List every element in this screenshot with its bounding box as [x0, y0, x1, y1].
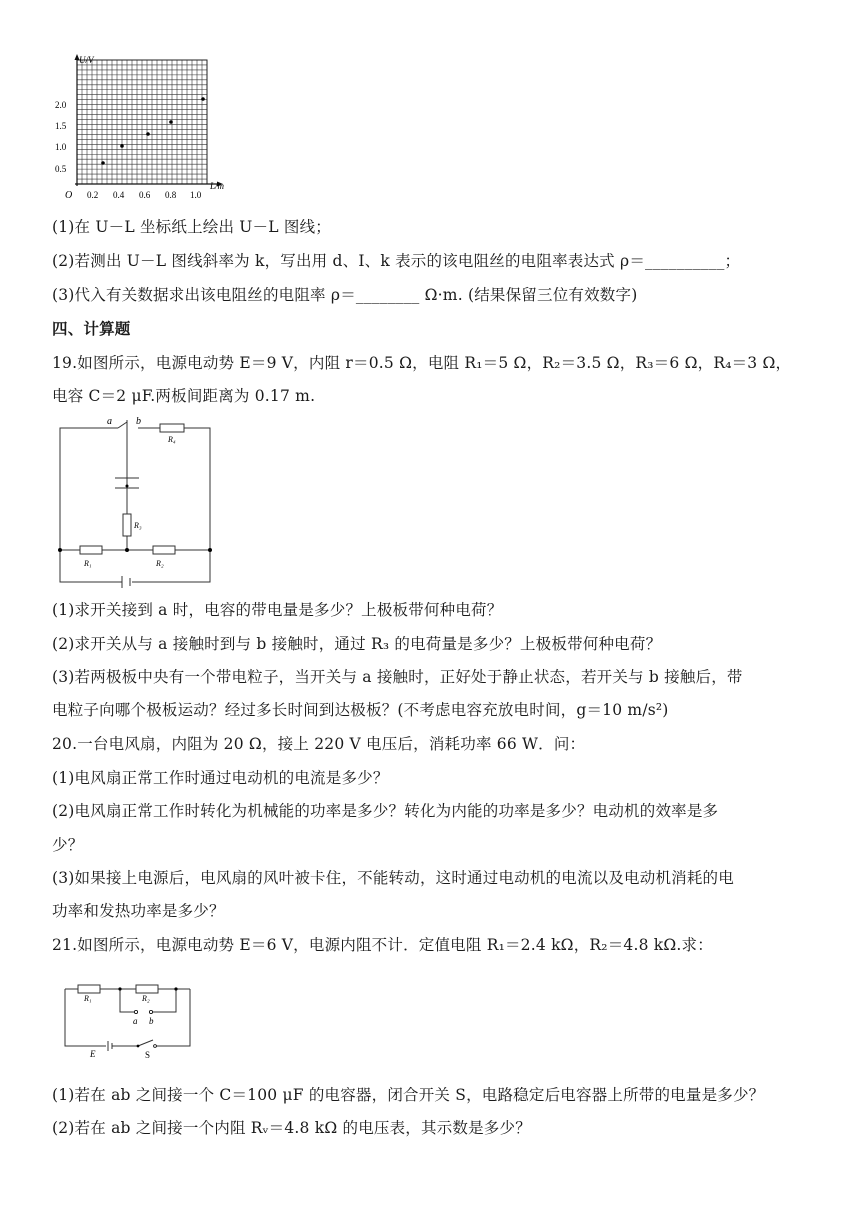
r1-label: R₁: [84, 559, 92, 568]
question-21-stem: 21.如图所示，电源电动势 E＝6 V，电源内阻不计．定值电阻 R₁＝2.4 kΩ，R₂＝4.8 kΩ.求：: [52, 936, 713, 954]
question-20-part-3-cont: 功率和发热功率是多少？: [52, 902, 225, 920]
question-21-part-1: (1)若在 ab 之间接一个 C＝100 μF 的电容器，闭合开关 S，电路稳定后电容器上所带的电量是多少？: [52, 1086, 765, 1104]
question-19-part-3-cont: 电粒子向哪个极板运动？经过多长时间到达极板？(不考虑电容充放电时间，g＝10 m/s²): [52, 701, 669, 719]
question-20-part-2: (2)电风扇正常工作时转化为机械能的功率是多少？转化为内能的功率是多少？电动机的效率是多: [52, 802, 719, 820]
r1-label: R₁: [84, 994, 92, 1003]
y-tick-label: 1.5: [55, 121, 67, 131]
question-21-part-2: (2)若在 ab 之间接一个内阻 Rᵥ＝4.8 kΩ 的电压表，其示数是多少？: [52, 1119, 531, 1137]
y-tick-label: 1.0: [55, 142, 67, 152]
terminal-a-label: a: [133, 1016, 138, 1026]
circuit-diagram-19: [52, 414, 222, 586]
r3-label: R₃: [134, 521, 142, 530]
x-tick-label: 0.8: [165, 190, 177, 200]
terminal-b-label: b: [149, 1016, 154, 1026]
circuit-diagram-21: [56, 980, 196, 1060]
question-20-part-1: (1)电风扇正常工作时通过电动机的电流是多少？: [52, 769, 389, 787]
u-l-graph: [55, 52, 240, 202]
x-tick-label: 0.6: [139, 190, 151, 200]
y-axis-label: U/V: [79, 55, 94, 65]
r4-label: R₄: [168, 435, 176, 444]
y-tick-label: 2.0: [55, 100, 67, 110]
terminal-a-label: a: [107, 416, 112, 427]
x-tick-label: 0.2: [87, 190, 99, 200]
graph-grid: [77, 60, 207, 184]
question-19-stem: 19.如图所示，电源电动势 E＝9 V，内阻 r＝0.5 Ω，电阻 R₁＝5 Ω，R₂＝3.5 Ω，R₃＝6 Ω，R₄＝3 Ω，: [52, 354, 792, 372]
question-19-part-2: (2)求开关从与 a 接触时到与 b 接触时，通过 R₃ 的电荷量是多少？上极板带何种电荷？: [52, 635, 662, 653]
data-point: [169, 120, 173, 124]
question-18-part-3: (3)代入有关数据求出该电阻丝的电阻率 ρ＝________ Ω·m. (结果保留三位有效数字): [52, 286, 638, 304]
r2-label: R₂: [156, 559, 164, 568]
data-point: [101, 161, 105, 165]
question-20-stem: 20.一台电风扇，内阻为 20 Ω，接上 220 V 电压后，消耗功率 66 W．问：: [52, 735, 586, 753]
question-20-part-3: (3)如果接上电源后，电风扇的风叶被卡住，不能转动，这时通过电动机的电流以及电动机消耗的电: [52, 869, 734, 887]
x-tick-label: 1.0: [190, 190, 202, 200]
question-19-part-3: (3)若两极板中央有一个带电粒子，当开关与 a 接触时，正好处于静止状态，若开关与 b 接触后，带: [52, 668, 743, 686]
data-point: [120, 144, 124, 148]
question-19-part-1: (1)求开关接到 a 时，电容的带电量是多少？上极板带何种电荷？: [52, 601, 503, 619]
terminal-b-label: b: [136, 416, 141, 427]
emf-label: E: [90, 1049, 96, 1059]
x-axis-label: L/m: [210, 181, 225, 191]
origin-label: O: [65, 190, 73, 201]
x-tick-label: 0.4: [113, 190, 125, 200]
question-18-part-2: (2)若测出 U－L 图线斜率为 k，写出用 d、I、k 表示的该电阻丝的电阻率表达式 ρ＝__________；: [52, 252, 741, 270]
question-20-part-2-cont: 少？: [52, 836, 84, 854]
question-19-stem-cont: 电容 C＝2 μF.两板间距离为 0.17 m.: [52, 387, 316, 405]
section-heading: 四、计算题: [52, 320, 131, 338]
question-18-part-1: (1)在 U－L 坐标纸上绘出 U－L 图线；: [52, 218, 331, 236]
r2-label: R₂: [142, 994, 150, 1003]
y-tick-label: 0.5: [55, 164, 67, 174]
switch-label: S: [145, 1050, 151, 1060]
data-point: [201, 97, 205, 101]
data-point: [146, 132, 150, 136]
